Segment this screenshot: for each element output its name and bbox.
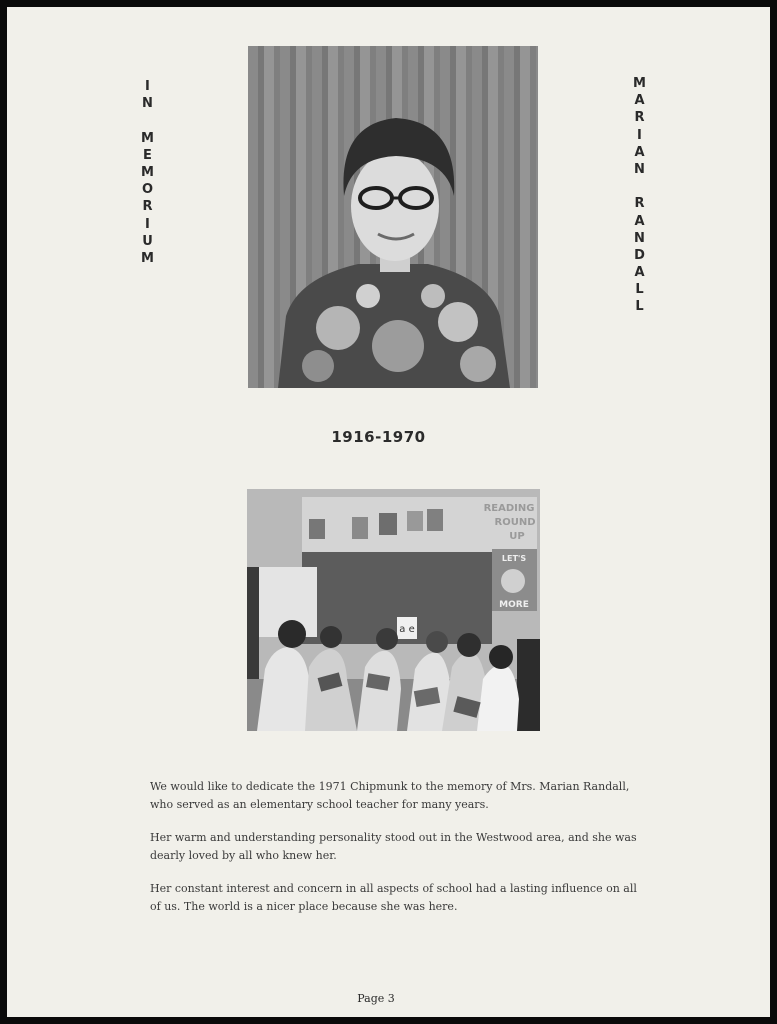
title-letter: A	[634, 93, 645, 109]
poster-line-1: LET'S	[501, 554, 527, 563]
title-letter: A	[634, 265, 645, 281]
yearbook-page	[7, 7, 770, 1017]
classroom-photo	[247, 489, 540, 731]
title-letter: I	[145, 216, 150, 232]
dedication-text	[150, 778, 650, 931]
title-letter: D	[634, 247, 645, 263]
portrait-illustration	[248, 46, 538, 388]
title-letter: O	[141, 182, 153, 198]
reading-board-line-2: ROUND	[494, 517, 536, 528]
title-letter: I	[145, 79, 150, 94]
page-number: Page 3	[357, 992, 395, 1005]
title-letter: R	[142, 199, 153, 215]
title-letter: A	[634, 144, 645, 160]
dedication-paragraph-1: We would like to dedicate the 1971 Chipmunk to the memory of Mrs. Marian Randall, who served as an elementary school teacher for many years.	[150, 780, 630, 811]
dedication-paragraph-2: Her warm and understanding personality stood out in the Westwood area, and she was dearly loved by all who knew her.	[150, 831, 637, 862]
poster-line-3: MORE	[499, 600, 529, 610]
title-letter: N	[634, 161, 645, 177]
title-letter: A	[634, 213, 645, 229]
life-dates: 1916-1970	[331, 428, 426, 446]
title-letter: U	[142, 233, 153, 249]
title-letter: N	[634, 230, 645, 246]
title-letter: R	[634, 110, 645, 126]
title-letter: N	[142, 96, 153, 112]
marian-randall-vertical-title	[633, 77, 646, 318]
title-letter: R	[634, 196, 645, 212]
title-letter: L	[635, 282, 644, 298]
title-letter: I	[637, 127, 642, 143]
title-letter: M	[141, 164, 154, 180]
portrait-photo	[248, 46, 538, 388]
classroom-illustration	[247, 489, 540, 731]
title-letter: M	[141, 250, 154, 266]
reading-board-line-1: READING	[483, 503, 535, 514]
title-letter: L	[635, 299, 644, 315]
title-letter: E	[143, 147, 152, 163]
in-memorium-vertical-title	[141, 80, 154, 269]
title-letter: M	[633, 76, 646, 91]
title-letter: M	[141, 130, 154, 146]
reading-board-line-3: UP	[509, 531, 525, 542]
letter-card: a e	[399, 624, 415, 635]
dedication-paragraph-3: Her constant interest and concern in all aspects of school had a lasting influence on all of us. The world is a nicer place because she was here.	[150, 882, 637, 913]
